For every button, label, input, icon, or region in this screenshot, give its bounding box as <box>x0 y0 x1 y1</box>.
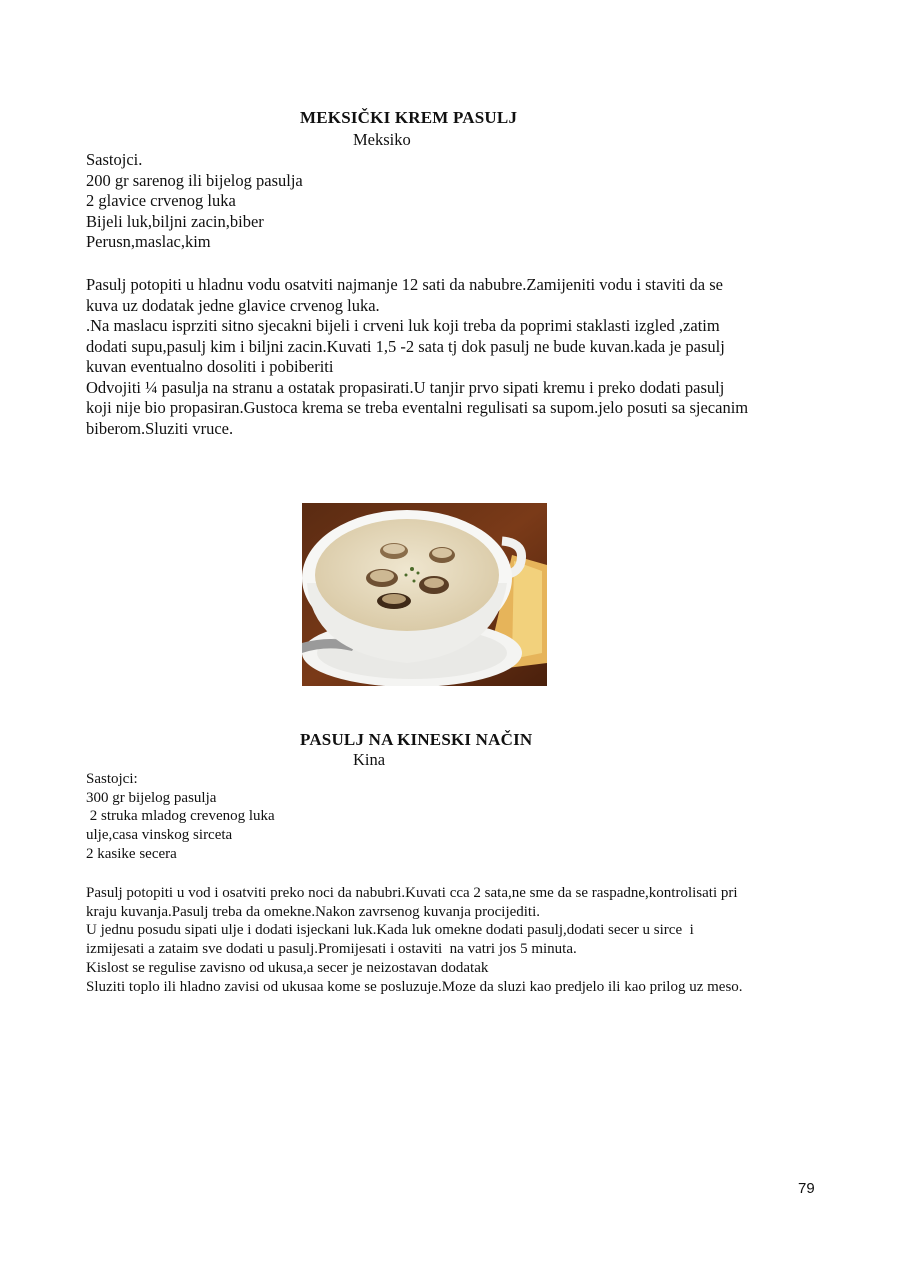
recipe1-title: MEKSIČKI KREM PASULJ <box>300 108 518 127</box>
recipe2-instructions <box>86 884 743 996</box>
ingredient-item: 2 glavice crvenog luka <box>86 191 236 210</box>
instruction-line: kuvan eventualno dosoliti i pobiberiti <box>86 357 334 376</box>
ingredient-item: 200 gr sarenog ili bijelog pasulja <box>86 170 303 190</box>
ingredients-heading: Sastojci. <box>86 150 143 169</box>
recipe2-title: PASULJ NA KINESKI NAČIN <box>300 730 533 749</box>
recipe2-ingredients <box>86 770 275 864</box>
ingredient-item: Perusn,maslac,kim <box>86 232 211 251</box>
instruction-line: Kislost se regulise zavisno od ukusa,a secer je neizostavan dodatak <box>86 959 489 976</box>
ingredient-item: ulje,casa vinskog sirceta <box>86 827 233 844</box>
instruction-line: Odvojiti ¼ pasulja na stranu a ostatak propasirati.U tanjir prvo sipati kremu i preko dodati pasulj <box>86 377 725 397</box>
instruction-line: kuva uz dodatak jedne glavice crvenog luka. <box>86 295 380 315</box>
ingredient-item: 2 struka mladog crevenog luka <box>86 808 275 825</box>
soup-bowl-photo <box>302 503 547 686</box>
instruction-line: biberom.Sluziti vruce. <box>86 418 234 438</box>
recipe1-instructions <box>86 275 748 439</box>
recipe2-country: Kina <box>353 750 386 769</box>
ingredient-item: 2 kasike secera <box>86 845 177 862</box>
page-number: 79 <box>798 1180 815 1197</box>
instruction-line: Pasulj potopiti u vod i osatviti preko noci da nabubri.Kuvati cca 2 sata,ne sme da se raspadne,kontrolisati pri <box>86 885 738 901</box>
ingredient-item: Bijeli luk,biljni zacin,biber <box>86 211 264 231</box>
instruction-line: kraju kuvanja.Pasulj treba da omekne.Nakon zavrsenog kuvanja procijediti. <box>86 903 541 920</box>
instruction-line: izmijesati a zataim sve dodati u pasulj.Promijesati i ostaviti na vatri jos 5 minuta. <box>86 941 577 958</box>
instruction-line: .Na maslacu isprziti sitno sjecakni bijeli i crveni luk koji treba da poprimi staklasti izgled ,zatim <box>86 316 720 335</box>
instruction-line: Pasulj potopiti u hladnu vodu osatviti najmanje 12 sati da nabubre.Zamijeniti vodu i staviti da se <box>86 275 723 294</box>
instruction-line: dodati supu,pasulj kim i biljni zacin.Kuvati 1,5 -2 sata tj dok pasulj ne bude kuvan.kada je pasulj <box>86 336 725 356</box>
ingredient-item: 300 gr bijelog pasulja <box>86 789 217 806</box>
instruction-line: U jednu posudu sipati ulje i dodati isjeckani luk.Kada luk omekne dodati pasulj,dodati secer u sirce i <box>86 922 694 939</box>
instruction-line: koji nije bio propasiran.Gustoca krema se treba eventalni regulisati sa supom.jelo posuti sa sjecanim <box>86 398 749 417</box>
recipe1-country: Meksiko <box>353 130 411 149</box>
ingredients-heading: Sastojci: <box>86 771 138 787</box>
instruction-line: Sluziti toplo ili hladno zavisi od ukusaa kome se posluzuje.Moze da sluzi kao predjelo ili kao prilog uz meso. <box>86 978 743 995</box>
recipe1-ingredients <box>86 150 303 253</box>
